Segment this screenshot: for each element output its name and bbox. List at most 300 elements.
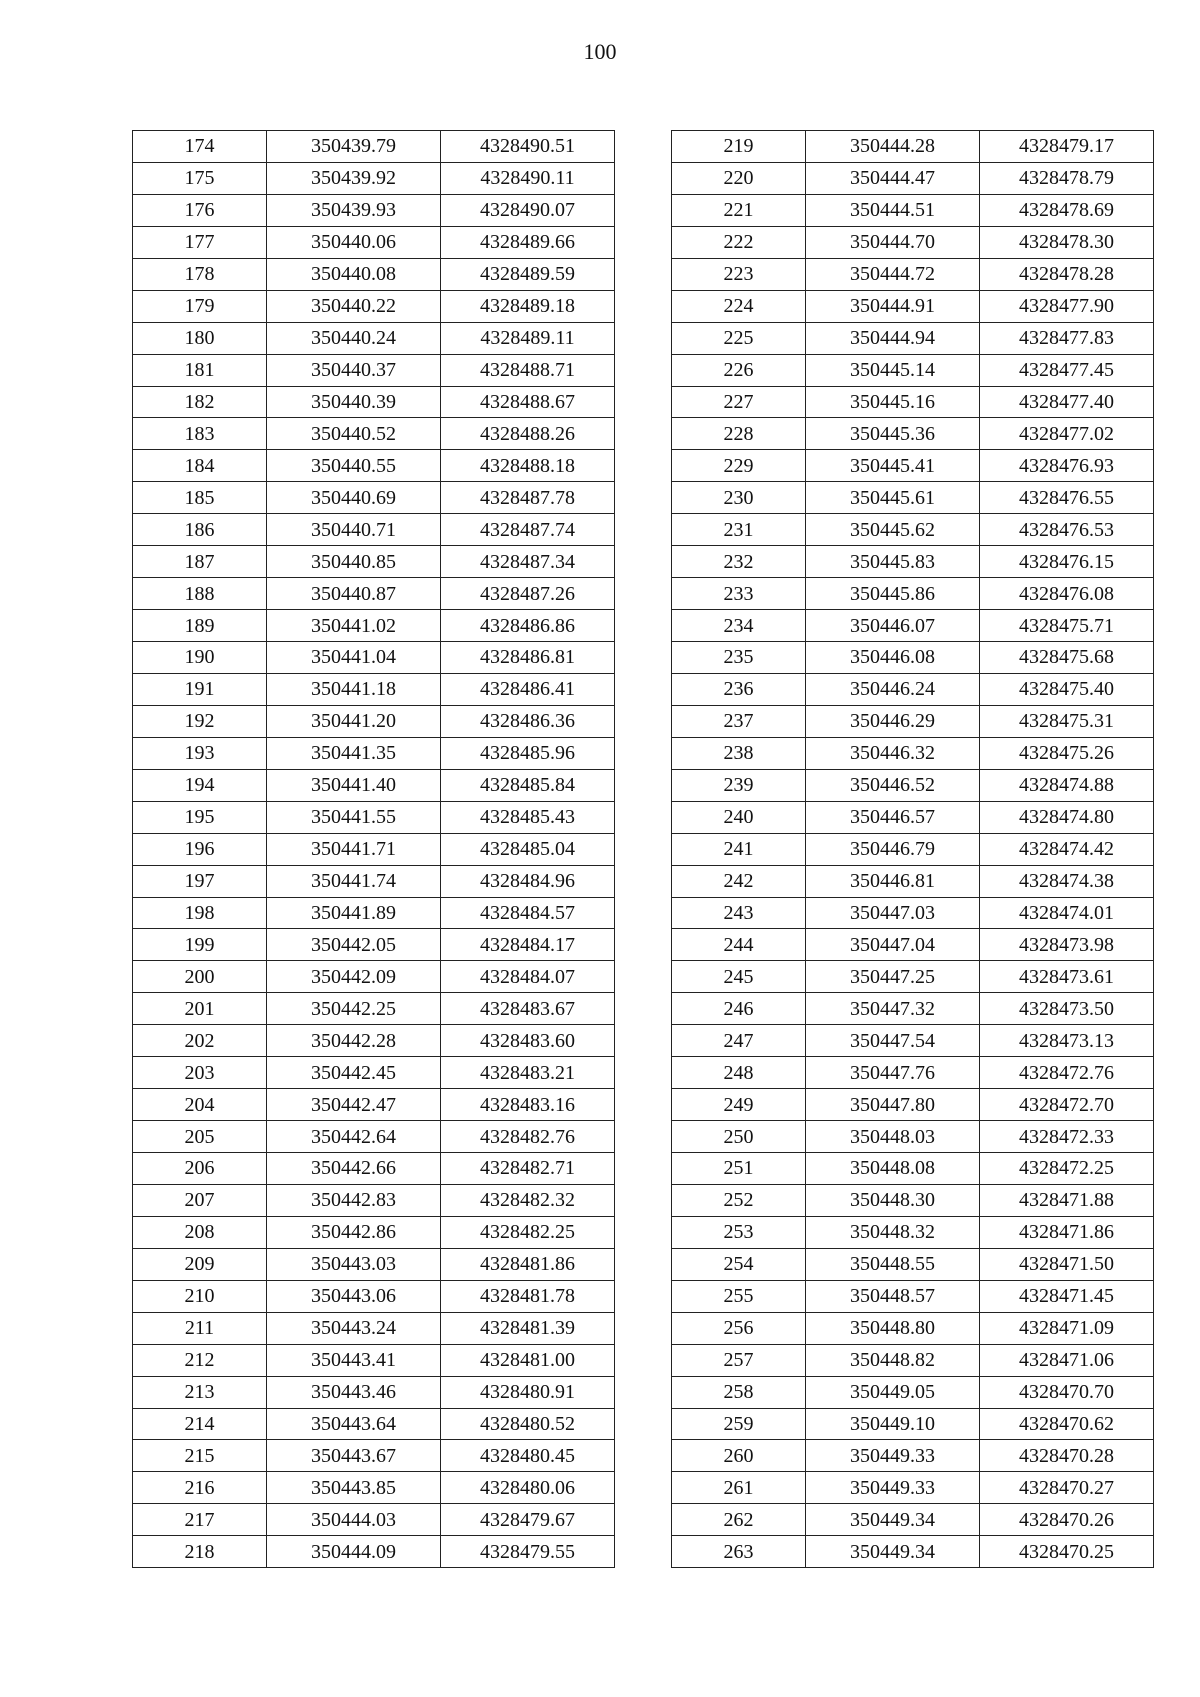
table-row (672, 354, 1154, 386)
table-row (672, 737, 1154, 769)
y-coordinate-cell: 4328471.45 (980, 1280, 1154, 1312)
table-row (672, 1184, 1154, 1216)
table-row (672, 162, 1154, 194)
y-coordinate-cell: 4328487.26 (441, 578, 615, 610)
table-row (672, 1376, 1154, 1408)
table-row (672, 801, 1154, 833)
x-coordinate-cell: 350442.09 (267, 961, 441, 993)
table-row (133, 737, 615, 769)
x-coordinate-cell: 350440.85 (267, 546, 441, 578)
coordinate-table-body (672, 131, 1154, 1568)
table-row (133, 354, 615, 386)
x-coordinate-cell: 350443.24 (267, 1312, 441, 1344)
y-coordinate-cell: 4328480.45 (441, 1440, 615, 1472)
y-coordinate-cell: 4328471.09 (980, 1312, 1154, 1344)
point-number-cell: 223 (672, 258, 806, 290)
x-coordinate-cell: 350440.71 (267, 514, 441, 546)
y-coordinate-cell: 4328479.17 (980, 131, 1154, 163)
table-row (672, 194, 1154, 226)
point-number-cell: 216 (133, 1472, 267, 1504)
x-coordinate-cell: 350447.54 (806, 1025, 980, 1057)
x-coordinate-cell: 350446.08 (806, 642, 980, 674)
y-coordinate-cell: 4328470.62 (980, 1408, 1154, 1440)
table-row (133, 418, 615, 450)
x-coordinate-cell: 350445.83 (806, 546, 980, 578)
table-row (133, 705, 615, 737)
table-row (133, 610, 615, 642)
y-coordinate-cell: 4328484.96 (441, 865, 615, 897)
table-row (672, 1472, 1154, 1504)
x-coordinate-cell: 350443.41 (267, 1344, 441, 1376)
table-row (133, 258, 615, 290)
table-row (133, 1216, 615, 1248)
table-row (133, 673, 615, 705)
point-number-cell: 259 (672, 1408, 806, 1440)
x-coordinate-cell: 350440.08 (267, 258, 441, 290)
x-coordinate-cell: 350444.09 (267, 1536, 441, 1568)
page-number: 100 (583, 39, 617, 64)
point-number-cell: 251 (672, 1153, 806, 1185)
table-row (672, 1121, 1154, 1153)
point-number-cell: 244 (672, 929, 806, 961)
x-coordinate-cell: 350447.76 (806, 1057, 980, 1089)
y-coordinate-cell: 4328480.06 (441, 1472, 615, 1504)
table-row (133, 1184, 615, 1216)
table-row (133, 482, 615, 514)
y-coordinate-cell: 4328476.08 (980, 578, 1154, 610)
y-coordinate-cell: 4328477.45 (980, 354, 1154, 386)
y-coordinate-cell: 4328477.83 (980, 322, 1154, 354)
table-row (672, 514, 1154, 546)
point-number-cell: 187 (133, 546, 267, 578)
table-row (133, 322, 615, 354)
x-coordinate-cell: 350443.46 (267, 1376, 441, 1408)
coordinate-table-body (133, 131, 615, 1568)
point-number-cell: 202 (133, 1025, 267, 1057)
table-row (672, 961, 1154, 993)
table-row (672, 1248, 1154, 1280)
y-coordinate-cell: 4328470.28 (980, 1440, 1154, 1472)
x-coordinate-cell: 350446.79 (806, 833, 980, 865)
point-number-cell: 243 (672, 897, 806, 929)
table-row (133, 801, 615, 833)
table-row (672, 642, 1154, 674)
x-coordinate-cell: 350439.79 (267, 131, 441, 163)
x-coordinate-cell: 350439.92 (267, 162, 441, 194)
point-number-cell: 250 (672, 1121, 806, 1153)
table-row (672, 1440, 1154, 1472)
point-number-cell: 229 (672, 450, 806, 482)
table-row (672, 610, 1154, 642)
x-coordinate-cell: 350448.80 (806, 1312, 980, 1344)
table-row (133, 993, 615, 1025)
y-coordinate-cell: 4328484.07 (441, 961, 615, 993)
coordinate-table-right (671, 130, 1154, 1568)
x-coordinate-cell: 350441.71 (267, 833, 441, 865)
table-row (672, 993, 1154, 1025)
y-coordinate-cell: 4328472.33 (980, 1121, 1154, 1153)
point-number-cell: 186 (133, 514, 267, 546)
table-row (133, 1153, 615, 1185)
x-coordinate-cell: 350449.34 (806, 1536, 980, 1568)
table-row (133, 546, 615, 578)
y-coordinate-cell: 4328485.96 (441, 737, 615, 769)
y-coordinate-cell: 4328474.01 (980, 897, 1154, 929)
table-row (133, 1121, 615, 1153)
x-coordinate-cell: 350445.86 (806, 578, 980, 610)
y-coordinate-cell: 4328489.11 (441, 322, 615, 354)
table-row (133, 226, 615, 258)
table-row (133, 1472, 615, 1504)
point-number-cell: 179 (133, 290, 267, 322)
point-number-cell: 183 (133, 418, 267, 450)
x-coordinate-cell: 350444.47 (806, 162, 980, 194)
point-number-cell: 196 (133, 833, 267, 865)
point-number-cell: 203 (133, 1057, 267, 1089)
y-coordinate-cell: 4328470.26 (980, 1504, 1154, 1536)
table-row (672, 705, 1154, 737)
table-row (672, 1089, 1154, 1121)
point-number-cell: 176 (133, 194, 267, 226)
x-coordinate-cell: 350448.08 (806, 1153, 980, 1185)
y-coordinate-cell: 4328479.55 (441, 1536, 615, 1568)
x-coordinate-cell: 350445.16 (806, 386, 980, 418)
table-row (133, 1536, 615, 1568)
y-coordinate-cell: 4328472.25 (980, 1153, 1154, 1185)
table-row (133, 897, 615, 929)
x-coordinate-cell: 350445.36 (806, 418, 980, 450)
x-coordinate-cell: 350441.74 (267, 865, 441, 897)
y-coordinate-cell: 4328475.68 (980, 642, 1154, 674)
point-number-cell: 184 (133, 450, 267, 482)
point-number-cell: 175 (133, 162, 267, 194)
point-number-cell: 198 (133, 897, 267, 929)
point-number-cell: 188 (133, 578, 267, 610)
point-number-cell: 245 (672, 961, 806, 993)
y-coordinate-cell: 4328489.59 (441, 258, 615, 290)
y-coordinate-cell: 4328484.57 (441, 897, 615, 929)
x-coordinate-cell: 350440.24 (267, 322, 441, 354)
point-number-cell: 261 (672, 1472, 806, 1504)
table-row (133, 929, 615, 961)
point-number-cell: 205 (133, 1121, 267, 1153)
table-row (672, 897, 1154, 929)
y-coordinate-cell: 4328484.17 (441, 929, 615, 961)
table-row (133, 1089, 615, 1121)
table-row (672, 865, 1154, 897)
point-number-cell: 218 (133, 1536, 267, 1568)
x-coordinate-cell: 350449.33 (806, 1472, 980, 1504)
table-row (672, 1153, 1154, 1185)
y-coordinate-cell: 4328481.86 (441, 1248, 615, 1280)
table-row (672, 1216, 1154, 1248)
x-coordinate-cell: 350446.32 (806, 737, 980, 769)
x-coordinate-cell: 350444.94 (806, 322, 980, 354)
x-coordinate-cell: 350442.64 (267, 1121, 441, 1153)
x-coordinate-cell: 350445.41 (806, 450, 980, 482)
x-coordinate-cell: 350442.45 (267, 1057, 441, 1089)
point-number-cell: 257 (672, 1344, 806, 1376)
y-coordinate-cell: 4328477.40 (980, 386, 1154, 418)
x-coordinate-cell: 350446.29 (806, 705, 980, 737)
table-row (133, 1344, 615, 1376)
point-number-cell: 235 (672, 642, 806, 674)
y-coordinate-cell: 4328480.91 (441, 1376, 615, 1408)
point-number-cell: 199 (133, 929, 267, 961)
y-coordinate-cell: 4328485.84 (441, 769, 615, 801)
y-coordinate-cell: 4328483.16 (441, 1089, 615, 1121)
point-number-cell: 207 (133, 1184, 267, 1216)
y-coordinate-cell: 4328481.00 (441, 1344, 615, 1376)
point-number-cell: 213 (133, 1376, 267, 1408)
point-number-cell: 197 (133, 865, 267, 897)
x-coordinate-cell: 350446.52 (806, 769, 980, 801)
point-number-cell: 210 (133, 1280, 267, 1312)
x-coordinate-cell: 350442.86 (267, 1216, 441, 1248)
point-number-cell: 237 (672, 705, 806, 737)
y-coordinate-cell: 4328473.98 (980, 929, 1154, 961)
table-row (672, 258, 1154, 290)
y-coordinate-cell: 4328476.55 (980, 482, 1154, 514)
x-coordinate-cell: 350442.28 (267, 1025, 441, 1057)
y-coordinate-cell: 4328472.70 (980, 1089, 1154, 1121)
x-coordinate-cell: 350449.33 (806, 1440, 980, 1472)
y-coordinate-cell: 4328474.88 (980, 769, 1154, 801)
x-coordinate-cell: 350440.52 (267, 418, 441, 450)
point-number-cell: 252 (672, 1184, 806, 1216)
y-coordinate-cell: 4328488.71 (441, 354, 615, 386)
y-coordinate-cell: 4328489.18 (441, 290, 615, 322)
table-row (672, 673, 1154, 705)
y-coordinate-cell: 4328486.81 (441, 642, 615, 674)
y-coordinate-cell: 4328473.61 (980, 961, 1154, 993)
point-number-cell: 263 (672, 1536, 806, 1568)
y-coordinate-cell: 4328487.34 (441, 546, 615, 578)
x-coordinate-cell: 350441.40 (267, 769, 441, 801)
table-row (672, 450, 1154, 482)
y-coordinate-cell: 4328482.25 (441, 1216, 615, 1248)
x-coordinate-cell: 350441.55 (267, 801, 441, 833)
point-number-cell: 234 (672, 610, 806, 642)
point-number-cell: 221 (672, 194, 806, 226)
x-coordinate-cell: 350444.70 (806, 226, 980, 258)
table-row (672, 482, 1154, 514)
y-coordinate-cell: 4328474.38 (980, 865, 1154, 897)
point-number-cell: 230 (672, 482, 806, 514)
y-coordinate-cell: 4328471.06 (980, 1344, 1154, 1376)
coordinate-table-left (132, 130, 615, 1568)
y-coordinate-cell: 4328476.15 (980, 546, 1154, 578)
x-coordinate-cell: 350444.28 (806, 131, 980, 163)
x-coordinate-cell: 350444.51 (806, 194, 980, 226)
point-number-cell: 240 (672, 801, 806, 833)
table-row (133, 1312, 615, 1344)
x-coordinate-cell: 350443.85 (267, 1472, 441, 1504)
table-row (672, 546, 1154, 578)
point-number-cell: 233 (672, 578, 806, 610)
point-number-cell: 262 (672, 1504, 806, 1536)
point-number-cell: 215 (133, 1440, 267, 1472)
table-row (672, 1536, 1154, 1568)
table-row (133, 769, 615, 801)
y-coordinate-cell: 4328488.26 (441, 418, 615, 450)
point-number-cell: 178 (133, 258, 267, 290)
table-row (133, 1057, 615, 1089)
y-coordinate-cell: 4328488.67 (441, 386, 615, 418)
y-coordinate-cell: 4328474.42 (980, 833, 1154, 865)
y-coordinate-cell: 4328487.74 (441, 514, 615, 546)
x-coordinate-cell: 350443.06 (267, 1280, 441, 1312)
x-coordinate-cell: 350445.14 (806, 354, 980, 386)
y-coordinate-cell: 4328470.25 (980, 1536, 1154, 1568)
y-coordinate-cell: 4328487.78 (441, 482, 615, 514)
table-row (672, 226, 1154, 258)
point-number-cell: 220 (672, 162, 806, 194)
x-coordinate-cell: 350444.91 (806, 290, 980, 322)
point-number-cell: 201 (133, 993, 267, 1025)
point-number-cell: 192 (133, 705, 267, 737)
point-number-cell: 219 (672, 131, 806, 163)
table-row (672, 290, 1154, 322)
table-row (672, 1025, 1154, 1057)
point-number-cell: 185 (133, 482, 267, 514)
y-coordinate-cell: 4328485.04 (441, 833, 615, 865)
x-coordinate-cell: 350440.37 (267, 354, 441, 386)
table-row (133, 386, 615, 418)
x-coordinate-cell: 350440.06 (267, 226, 441, 258)
table-row (672, 1057, 1154, 1089)
point-number-cell: 247 (672, 1025, 806, 1057)
point-number-cell: 226 (672, 354, 806, 386)
y-coordinate-cell: 4328478.28 (980, 258, 1154, 290)
x-coordinate-cell: 350442.47 (267, 1089, 441, 1121)
x-coordinate-cell: 350439.93 (267, 194, 441, 226)
point-number-cell: 246 (672, 993, 806, 1025)
point-number-cell: 260 (672, 1440, 806, 1472)
x-coordinate-cell: 350442.05 (267, 929, 441, 961)
x-coordinate-cell: 350443.03 (267, 1248, 441, 1280)
y-coordinate-cell: 4328477.90 (980, 290, 1154, 322)
point-number-cell: 180 (133, 322, 267, 354)
x-coordinate-cell: 350447.04 (806, 929, 980, 961)
point-number-cell: 228 (672, 418, 806, 450)
y-coordinate-cell: 4328474.80 (980, 801, 1154, 833)
point-number-cell: 253 (672, 1216, 806, 1248)
point-number-cell: 239 (672, 769, 806, 801)
table-row (133, 578, 615, 610)
x-coordinate-cell: 350447.03 (806, 897, 980, 929)
x-coordinate-cell: 350447.25 (806, 961, 980, 993)
x-coordinate-cell: 350440.55 (267, 450, 441, 482)
point-number-cell: 194 (133, 769, 267, 801)
y-coordinate-cell: 4328486.41 (441, 673, 615, 705)
y-coordinate-cell: 4328471.50 (980, 1248, 1154, 1280)
x-coordinate-cell: 350442.83 (267, 1184, 441, 1216)
y-coordinate-cell: 4328482.71 (441, 1153, 615, 1185)
x-coordinate-cell: 350442.25 (267, 993, 441, 1025)
y-coordinate-cell: 4328483.67 (441, 993, 615, 1025)
point-number-cell: 232 (672, 546, 806, 578)
y-coordinate-cell: 4328476.93 (980, 450, 1154, 482)
y-coordinate-cell: 4328479.67 (441, 1504, 615, 1536)
x-coordinate-cell: 350442.66 (267, 1153, 441, 1185)
x-coordinate-cell: 350447.32 (806, 993, 980, 1025)
x-coordinate-cell: 350444.03 (267, 1504, 441, 1536)
table-row (133, 961, 615, 993)
x-coordinate-cell: 350445.62 (806, 514, 980, 546)
x-coordinate-cell: 350444.72 (806, 258, 980, 290)
table-row (672, 418, 1154, 450)
x-coordinate-cell: 350441.35 (267, 737, 441, 769)
x-coordinate-cell: 350445.61 (806, 482, 980, 514)
point-number-cell: 224 (672, 290, 806, 322)
y-coordinate-cell: 4328478.69 (980, 194, 1154, 226)
y-coordinate-cell: 4328478.30 (980, 226, 1154, 258)
x-coordinate-cell: 350440.87 (267, 578, 441, 610)
point-number-cell: 227 (672, 386, 806, 418)
table-row (672, 929, 1154, 961)
table-row (672, 578, 1154, 610)
x-coordinate-cell: 350446.24 (806, 673, 980, 705)
table-row (133, 1408, 615, 1440)
y-coordinate-cell: 4328485.43 (441, 801, 615, 833)
table-row (672, 386, 1154, 418)
table-row (133, 642, 615, 674)
y-coordinate-cell: 4328473.50 (980, 993, 1154, 1025)
table-row (672, 131, 1154, 163)
y-coordinate-cell: 4328471.88 (980, 1184, 1154, 1216)
x-coordinate-cell: 350448.32 (806, 1216, 980, 1248)
point-number-cell: 206 (133, 1153, 267, 1185)
table-row (672, 833, 1154, 865)
x-coordinate-cell: 350441.04 (267, 642, 441, 674)
point-number-cell: 254 (672, 1248, 806, 1280)
y-coordinate-cell: 4328490.51 (441, 131, 615, 163)
point-number-cell: 231 (672, 514, 806, 546)
x-coordinate-cell: 350449.10 (806, 1408, 980, 1440)
table-row (672, 1312, 1154, 1344)
point-number-cell: 209 (133, 1248, 267, 1280)
table-row (133, 1025, 615, 1057)
table-row (672, 769, 1154, 801)
x-coordinate-cell: 350443.64 (267, 1408, 441, 1440)
table-row (133, 450, 615, 482)
point-number-cell: 242 (672, 865, 806, 897)
table-row (672, 322, 1154, 354)
point-number-cell: 191 (133, 673, 267, 705)
y-coordinate-cell: 4328475.31 (980, 705, 1154, 737)
y-coordinate-cell: 4328482.76 (441, 1121, 615, 1153)
point-number-cell: 249 (672, 1089, 806, 1121)
point-number-cell: 204 (133, 1089, 267, 1121)
x-coordinate-cell: 350443.67 (267, 1440, 441, 1472)
point-number-cell: 236 (672, 673, 806, 705)
x-coordinate-cell: 350448.82 (806, 1344, 980, 1376)
table-row (133, 1280, 615, 1312)
y-coordinate-cell: 4328483.21 (441, 1057, 615, 1089)
y-coordinate-cell: 4328486.86 (441, 610, 615, 642)
table-row (133, 162, 615, 194)
point-number-cell: 190 (133, 642, 267, 674)
point-number-cell: 182 (133, 386, 267, 418)
x-coordinate-cell: 350449.05 (806, 1376, 980, 1408)
table-row (672, 1344, 1154, 1376)
table-row (133, 514, 615, 546)
y-coordinate-cell: 4328470.27 (980, 1472, 1154, 1504)
point-number-cell: 177 (133, 226, 267, 258)
y-coordinate-cell: 4328478.79 (980, 162, 1154, 194)
point-number-cell: 174 (133, 131, 267, 163)
